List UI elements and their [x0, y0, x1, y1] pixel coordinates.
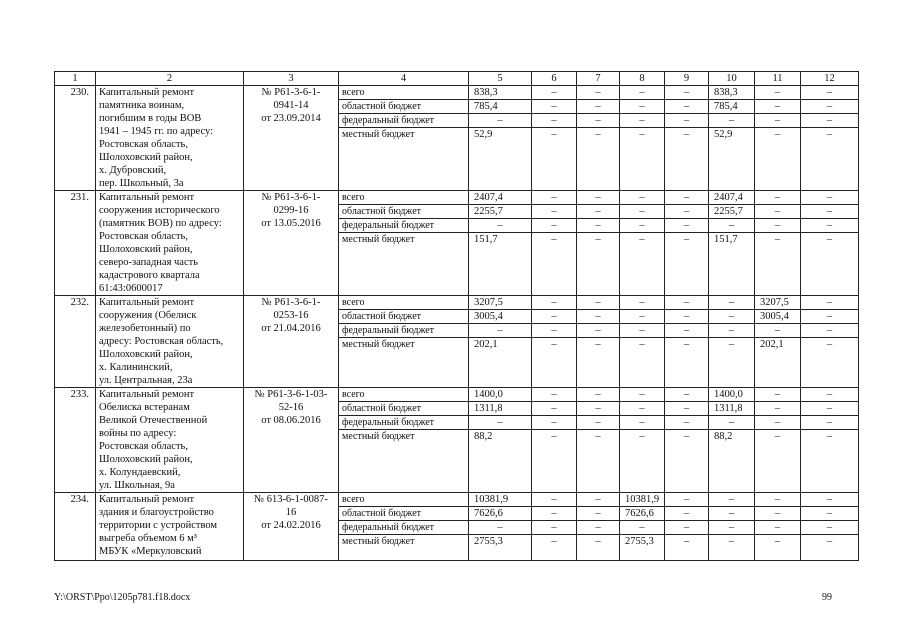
document-line: 0253-16	[273, 310, 309, 321]
record-document	[244, 191, 339, 296]
description-line: Шолоховский район,	[99, 349, 193, 360]
description-line: памятника воинам,	[99, 100, 185, 111]
document-line: от 13.05.2016	[261, 218, 321, 229]
value-cell: 2407,4	[709, 191, 755, 205]
value-cell: 2255,7	[709, 205, 755, 219]
description-line: Капитальный ремонт	[99, 297, 195, 308]
value-cell: –	[801, 100, 859, 114]
record-document	[244, 86, 339, 191]
value-cell: –	[532, 507, 577, 521]
funding-source: всего	[339, 296, 469, 310]
value-cell: –	[665, 493, 709, 507]
description-line: Шолоховский район,	[99, 152, 193, 163]
record-document	[244, 388, 339, 493]
value-cell: 52,9	[469, 128, 532, 191]
value-cell: 151,7	[469, 233, 532, 296]
value-cell: –	[755, 402, 801, 416]
value-cell: –	[577, 86, 620, 100]
value-cell: –	[577, 205, 620, 219]
value-cell: –	[577, 338, 620, 388]
description-line: Великой Отечественной	[99, 415, 208, 426]
value-cell: –	[801, 296, 859, 310]
funding-source: местный бюджет	[339, 430, 469, 493]
value-cell: –	[620, 219, 665, 233]
record-number: 234.	[55, 493, 96, 561]
description-line: Капитальный ремонт	[99, 389, 195, 400]
description-line: северо-западная часть	[99, 257, 199, 268]
value-cell: –	[709, 507, 755, 521]
description-line: МБУК «Меркуловский	[99, 546, 202, 557]
funding-source: местный бюджет	[339, 535, 469, 561]
table-row	[55, 493, 859, 507]
value-cell: –	[577, 128, 620, 191]
funding-source: областной бюджет	[339, 310, 469, 324]
funding-source: всего	[339, 191, 469, 205]
value-cell: –	[801, 114, 859, 128]
description-line: сооружения (Обелиск	[99, 310, 197, 321]
column-header: 12	[801, 72, 859, 86]
funding-source: федеральный бюджет	[339, 324, 469, 338]
record-number: 232.	[55, 296, 96, 388]
value-cell: –	[755, 416, 801, 430]
funding-source: областной бюджет	[339, 507, 469, 521]
funding-source: всего	[339, 493, 469, 507]
value-cell: 785,4	[709, 100, 755, 114]
description-line: пер. Школьный, 3а	[99, 178, 184, 189]
description-line: Ростовская область,	[99, 231, 188, 242]
description-line: х. Калининский,	[99, 362, 173, 373]
value-cell: –	[755, 128, 801, 191]
document-line: 0299-16	[273, 205, 309, 216]
value-cell: 838,3	[469, 86, 532, 100]
value-cell: –	[532, 535, 577, 561]
value-cell: –	[620, 191, 665, 205]
value-cell: 1400,0	[709, 388, 755, 402]
value-cell: –	[665, 388, 709, 402]
value-cell: 3207,5	[469, 296, 532, 310]
description-line: Капитальный ремонт	[99, 87, 195, 98]
value-cell: –	[577, 402, 620, 416]
value-cell: –	[665, 233, 709, 296]
value-cell: –	[801, 535, 859, 561]
record-description	[96, 86, 244, 191]
value-cell: 151,7	[709, 233, 755, 296]
value-cell: –	[801, 416, 859, 430]
value-cell: –	[532, 402, 577, 416]
description-line: Шолоховский район,	[99, 244, 193, 255]
value-cell: –	[577, 233, 620, 296]
value-cell: –	[532, 310, 577, 324]
value-cell: –	[469, 114, 532, 128]
value-cell: 3005,4	[469, 310, 532, 324]
value-cell: 2755,3	[469, 535, 532, 561]
value-cell: –	[532, 521, 577, 535]
value-cell: –	[709, 324, 755, 338]
value-cell: –	[755, 493, 801, 507]
description-line: 61:43:0600017	[99, 283, 163, 294]
value-cell: –	[801, 205, 859, 219]
value-cell: 202,1	[755, 338, 801, 388]
value-cell: –	[665, 430, 709, 493]
value-cell: –	[620, 430, 665, 493]
value-cell: –	[620, 296, 665, 310]
value-cell: –	[755, 507, 801, 521]
description-line: Капитальный ремонт	[99, 494, 195, 505]
value-cell: –	[620, 338, 665, 388]
description-line: сооружения исторического	[99, 205, 220, 216]
value-cell: –	[801, 310, 859, 324]
value-cell: –	[755, 521, 801, 535]
description-line: Обелиска встеранам	[99, 402, 190, 413]
value-cell: –	[801, 493, 859, 507]
value-cell: –	[755, 100, 801, 114]
value-cell: –	[709, 521, 755, 535]
file-path: Y:\ORST\Ppo\1205p781.f18.docx	[54, 592, 191, 603]
column-header: 11	[755, 72, 801, 86]
record-description	[96, 388, 244, 493]
value-cell: –	[665, 191, 709, 205]
value-cell: –	[755, 233, 801, 296]
value-cell: –	[532, 493, 577, 507]
value-cell: –	[620, 205, 665, 219]
column-header: 6	[532, 72, 577, 86]
value-cell: –	[801, 86, 859, 100]
description-line: железобетонный) по	[99, 323, 191, 334]
value-cell: 2407,4	[469, 191, 532, 205]
description-line: (памятник ВОВ) по адресу:	[99, 218, 222, 229]
value-cell: 1311,8	[709, 402, 755, 416]
document-line: от 23.09.2014	[261, 113, 321, 124]
value-cell: 10381,9	[469, 493, 532, 507]
value-cell: –	[801, 219, 859, 233]
value-cell: –	[709, 416, 755, 430]
record-number: 231.	[55, 191, 96, 296]
value-cell: –	[577, 535, 620, 561]
description-line: кадастрового квартала	[99, 270, 200, 281]
value-cell: 3005,4	[755, 310, 801, 324]
funding-source: всего	[339, 86, 469, 100]
value-cell: –	[709, 493, 755, 507]
value-cell: 1400,0	[469, 388, 532, 402]
value-cell: –	[709, 310, 755, 324]
description-line: 1941 – 1945 гг. по адресу:	[99, 126, 214, 137]
value-cell: –	[665, 100, 709, 114]
value-cell: –	[620, 521, 665, 535]
value-cell: 838,3	[709, 86, 755, 100]
value-cell: –	[620, 128, 665, 191]
funding-source: федеральный бюджет	[339, 219, 469, 233]
column-header: 10	[709, 72, 755, 86]
document-line: от 24.02.2016	[261, 520, 321, 531]
funding-source: федеральный бюджет	[339, 416, 469, 430]
value-cell: –	[801, 324, 859, 338]
document-line: № Р61-3-6-1-	[261, 192, 321, 203]
description-line: Шолоховский район,	[99, 454, 193, 465]
funding-source: областной бюджет	[339, 100, 469, 114]
table-row	[55, 388, 859, 402]
value-cell: –	[801, 521, 859, 535]
value-cell: –	[755, 205, 801, 219]
value-cell: –	[577, 296, 620, 310]
funding-source: областной бюджет	[339, 402, 469, 416]
value-cell: –	[532, 388, 577, 402]
document-line: от 21.04.2016	[261, 323, 321, 334]
funding-source: областной бюджет	[339, 205, 469, 219]
table-row	[55, 191, 859, 205]
value-cell: –	[755, 114, 801, 128]
value-cell: –	[620, 100, 665, 114]
document-line: 16	[285, 507, 297, 518]
value-cell: –	[665, 296, 709, 310]
value-cell: –	[755, 219, 801, 233]
value-cell: –	[620, 416, 665, 430]
value-cell: –	[801, 338, 859, 388]
value-cell: –	[620, 310, 665, 324]
value-cell: –	[709, 338, 755, 388]
description-line: ул. Центральная, 23а	[99, 375, 193, 386]
value-cell: –	[577, 507, 620, 521]
document-line: № 613-6-1-0087-	[254, 494, 328, 505]
value-cell: –	[532, 416, 577, 430]
budget-table	[54, 71, 859, 561]
description-line: ул. Школьная, 9а	[99, 480, 175, 491]
value-cell: –	[709, 296, 755, 310]
value-cell: –	[620, 233, 665, 296]
value-cell: –	[532, 233, 577, 296]
record-description	[96, 493, 244, 561]
value-cell: –	[665, 86, 709, 100]
table-row	[55, 86, 859, 100]
record-document	[244, 493, 339, 561]
column-header: 2	[96, 72, 244, 86]
value-cell: 2255,7	[469, 205, 532, 219]
funding-source: местный бюджет	[339, 338, 469, 388]
value-cell: –	[532, 191, 577, 205]
description-line: Ростовская область,	[99, 441, 188, 452]
value-cell: –	[577, 191, 620, 205]
funding-source: местный бюджет	[339, 128, 469, 191]
value-cell: –	[665, 416, 709, 430]
value-cell: –	[801, 430, 859, 493]
value-cell: –	[577, 100, 620, 114]
record-description	[96, 191, 244, 296]
value-cell: –	[801, 233, 859, 296]
page-number: 99	[822, 592, 832, 603]
column-header: 3	[244, 72, 339, 86]
value-cell: 2755,3	[620, 535, 665, 561]
value-cell: –	[801, 402, 859, 416]
value-cell: –	[665, 521, 709, 535]
record-number: 233.	[55, 388, 96, 493]
value-cell: 10381,9	[620, 493, 665, 507]
description-line: х. Дубровский,	[99, 165, 167, 176]
value-cell: –	[532, 205, 577, 219]
value-cell: –	[755, 535, 801, 561]
value-cell: –	[801, 388, 859, 402]
value-cell: –	[620, 114, 665, 128]
value-cell: –	[577, 310, 620, 324]
description-line: Ростовская область,	[99, 139, 188, 150]
value-cell: –	[801, 507, 859, 521]
value-cell: –	[755, 324, 801, 338]
value-cell: –	[665, 338, 709, 388]
value-cell: –	[577, 114, 620, 128]
value-cell: –	[532, 338, 577, 388]
header-row	[55, 72, 859, 86]
value-cell: –	[665, 128, 709, 191]
document-line: № Р61-3-6-1-	[261, 87, 321, 98]
value-cell: –	[709, 535, 755, 561]
document-line: от 08.06.2016	[261, 415, 321, 426]
description-line: территории с устройством	[99, 520, 218, 531]
value-cell: –	[469, 521, 532, 535]
value-cell: 52,9	[709, 128, 755, 191]
column-header: 5	[469, 72, 532, 86]
description-line: х. Колундаевский,	[99, 467, 181, 478]
value-cell: –	[665, 310, 709, 324]
document-line: № Р61-3-6-1-	[261, 297, 321, 308]
value-cell: –	[532, 86, 577, 100]
value-cell: 88,2	[709, 430, 755, 493]
column-header: 1	[55, 72, 96, 86]
value-cell: 7626,6	[620, 507, 665, 521]
column-header: 8	[620, 72, 665, 86]
funding-source: федеральный бюджет	[339, 521, 469, 535]
value-cell: –	[665, 114, 709, 128]
value-cell: –	[577, 324, 620, 338]
column-header: 9	[665, 72, 709, 86]
description-line: здания и благоустройство	[99, 507, 214, 518]
value-cell: –	[577, 416, 620, 430]
description-line: адресу: Ростовская область,	[99, 336, 224, 347]
value-cell: –	[709, 219, 755, 233]
record-number: 230.	[55, 86, 96, 191]
value-cell: 7626,6	[469, 507, 532, 521]
value-cell: –	[665, 219, 709, 233]
value-cell: –	[620, 86, 665, 100]
value-cell: –	[577, 493, 620, 507]
value-cell: –	[532, 430, 577, 493]
record-description	[96, 296, 244, 388]
value-cell: 202,1	[469, 338, 532, 388]
value-cell: –	[665, 507, 709, 521]
value-cell: –	[577, 388, 620, 402]
value-cell: 88,2	[469, 430, 532, 493]
description-line: войны по адресу:	[99, 428, 177, 439]
value-cell: –	[709, 114, 755, 128]
value-cell: –	[532, 114, 577, 128]
value-cell: –	[532, 324, 577, 338]
value-cell: –	[801, 191, 859, 205]
column-header: 7	[577, 72, 620, 86]
description-line: погибшим в годы ВОВ	[99, 113, 202, 124]
description-line: Капитальный ремонт	[99, 192, 195, 203]
funding-source: федеральный бюджет	[339, 114, 469, 128]
value-cell: –	[469, 324, 532, 338]
value-cell: 785,4	[469, 100, 532, 114]
value-cell: –	[755, 388, 801, 402]
value-cell: –	[755, 430, 801, 493]
value-cell: 1311,8	[469, 402, 532, 416]
value-cell: –	[801, 128, 859, 191]
funding-source: всего	[339, 388, 469, 402]
value-cell: –	[665, 205, 709, 219]
description-line: выгреба объемом 6 м³	[99, 533, 197, 544]
value-cell: –	[469, 416, 532, 430]
value-cell: –	[755, 86, 801, 100]
value-cell: –	[665, 324, 709, 338]
value-cell: –	[469, 219, 532, 233]
value-cell: –	[577, 521, 620, 535]
value-cell: –	[577, 219, 620, 233]
value-cell: –	[532, 296, 577, 310]
value-cell: –	[665, 535, 709, 561]
document-line: 52-16	[278, 402, 304, 413]
value-cell: 3207,5	[755, 296, 801, 310]
value-cell: –	[620, 388, 665, 402]
document-line: № Р61-3-6-1-03-	[254, 389, 328, 400]
funding-source: местный бюджет	[339, 233, 469, 296]
table-row	[55, 296, 859, 310]
value-cell: –	[620, 324, 665, 338]
value-cell: –	[532, 219, 577, 233]
column-header: 4	[339, 72, 469, 86]
value-cell: –	[577, 430, 620, 493]
document-line: 0941-14	[273, 100, 309, 111]
value-cell: –	[620, 402, 665, 416]
value-cell: –	[665, 402, 709, 416]
value-cell: –	[532, 128, 577, 191]
value-cell: –	[755, 191, 801, 205]
record-document	[244, 296, 339, 388]
value-cell: –	[532, 100, 577, 114]
